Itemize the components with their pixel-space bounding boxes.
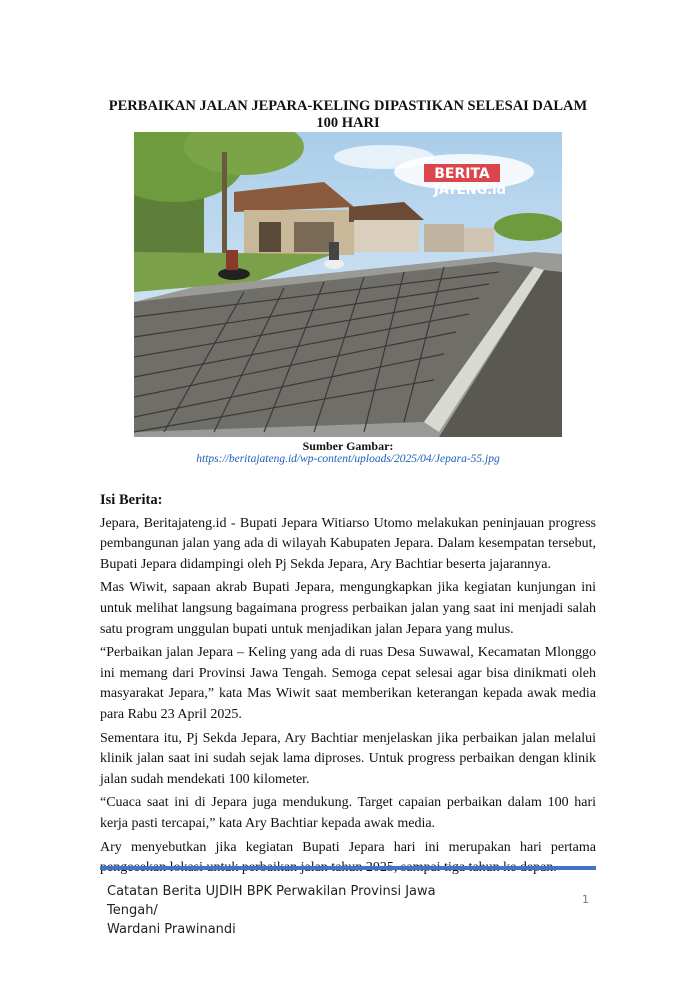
image-caption-label: Sumber Gambar:	[302, 439, 394, 453]
article-paragraph: Ary menyebutkan jika kegiatan Bupati Jepara hari ini merupakan hari pertama	[100, 839, 596, 855]
section-heading: Isi Berita:	[100, 492, 163, 508]
watermark-berita: BERITA	[434, 166, 490, 182]
article-paragraph: Sementara itu, Pj Sekda Jepara, Ary Bachtiar menjelaskan jika perbaikan jalan melalui klinik jalan saat ini sudah sejak lama diproses. Untuk progress perbaikan dengan klinik jalan sudah mendekati 100 kilometer.	[100, 730, 596, 787]
footer-divider	[100, 866, 596, 870]
footer-line-1: Catatan Berita UJDIH BPK Perwakilan Provinsi Jawa Tengah/	[107, 884, 436, 918]
document-title: PERBAIKAN JALAN JEPARA-KELING DIPASTIKAN SELESAI DALAM 100 HARI	[108, 98, 588, 131]
watermark-jateng: JATENG.id	[434, 183, 506, 198]
news-photo	[134, 132, 562, 437]
footer-note	[107, 882, 487, 939]
article-paragraph: “Perbaikan jalan Jepara – Keling yang ada di ruas Desa Suwawal, Kecamatan Mlonggo ini memang dari Provinsi Jawa Tengah. Semoga cepat selesai agar bisa dinikmati oleh masyarakat Jepara,” kata Mas Wiwit saat memberikan keterangan kepada awak media para Rabu 23 April 2025.	[100, 645, 596, 722]
article-paragraph: Mas Wiwit, sapaan akrab Bupati Jepara, mengungkapkan jika kegiatan kunjungan ini untuk melihat langsung bagaimana progress perbaikan jalan yang saat ini menjadi salah satu program unggulan bupati untuk menjadikan jalan Jepara yang mulus.	[100, 580, 596, 637]
image-source-link[interactable]: https://beritajateng.id/wp-content/uploads/2025/04/Jepara-55.jpg	[196, 453, 500, 465]
article-paragraph: “Cuaca saat ini di Jepara juga mendukung. Target capaian perbaikan dalam 100 hari kerja pasti tercapai,” kata Ary Bachtiar kepada awak media.	[100, 795, 596, 831]
footer-line-2: Wardani Prawinandi	[107, 922, 236, 937]
page-number: 1	[582, 893, 589, 906]
article-paragraph: Jepara, Beritajateng.id - Bupati Jepara Witiarso Utomo melakukan peninjauan progress pembangunan jalan yang ada di wilayah Kabupaten Jepara. Dalam kesempatan tersebut, Bupati Jepara didampingi oleh Pj Sekda Jepara, Ary Bachtiar beserta jajarannya.	[100, 515, 596, 572]
article-body	[100, 490, 596, 882]
